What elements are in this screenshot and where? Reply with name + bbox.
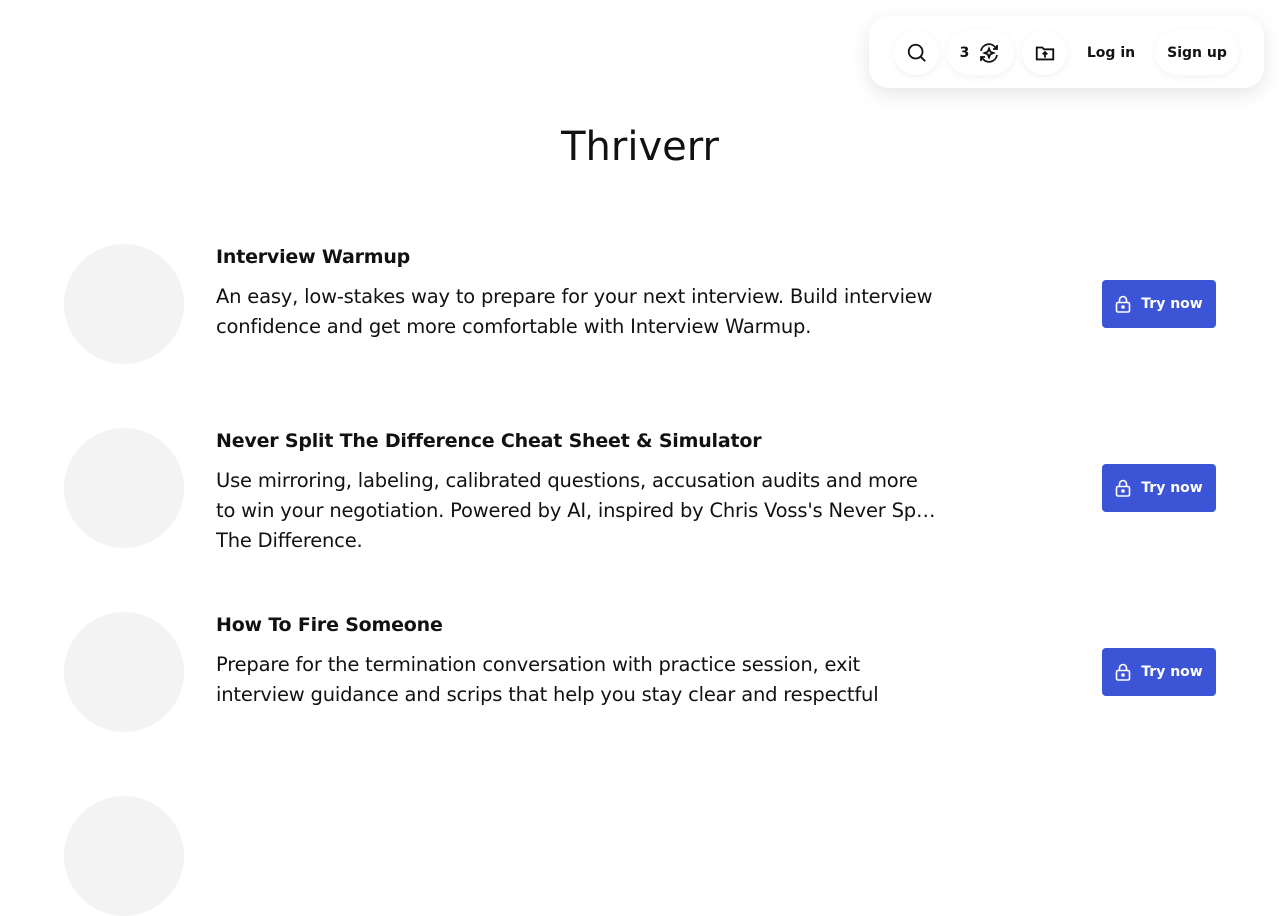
login-button[interactable]: Log in [1075,30,1147,75]
list-item [0,612,1280,732]
item-name[interactable]: Interview Warmup [216,246,411,268]
try-now-label: Try now [1141,296,1203,312]
upload-folder-button[interactable] [1022,30,1067,75]
search-icon [906,42,928,64]
try-now-button[interactable] [1102,464,1216,512]
item-thumbnail [64,796,184,916]
item-thumbnail [64,428,184,548]
top-toolbar [869,16,1264,88]
lock-icon [1115,663,1131,681]
lock-icon [1115,479,1131,497]
folder-upload-icon [1034,42,1056,64]
credits-count: 3 [959,44,970,61]
list-item [0,796,1280,916]
search-button[interactable] [894,30,939,75]
lock-icon [1115,295,1131,313]
list-item [0,244,1280,364]
item-thumbnail [64,244,184,364]
page-title: Thriverr [561,124,719,170]
list-item [0,428,1280,552]
item-description: Prepare for the termination conversation with practice session, exit interview guidance and scrips that help you stay clear and respectful [216,653,879,706]
item-name[interactable]: How To Fire Someone [216,614,443,636]
try-now-label: Try now [1141,664,1203,680]
item-description: Use mirroring, labeling, calibrated questions, accusation audits and more to win your negotiation. Powered by AI, inspired by Chris Voss's Never Split The Difference. [216,469,934,552]
try-now-button[interactable] [1102,648,1216,696]
sparkle-refresh-icon [977,41,1001,65]
try-now-label: Try now [1141,480,1203,496]
item-description: An easy, low-stakes way to prepare for your next interview. Build interview confidence and get more comfortable with Interview Warmup. [216,285,933,338]
credits-button[interactable] [947,30,1014,75]
signup-button[interactable]: Sign up [1155,30,1239,75]
item-thumbnail [64,612,184,732]
item-name[interactable]: Never Split The Difference Cheat Sheet & Simulator [216,430,762,452]
try-now-button[interactable] [1102,280,1216,328]
